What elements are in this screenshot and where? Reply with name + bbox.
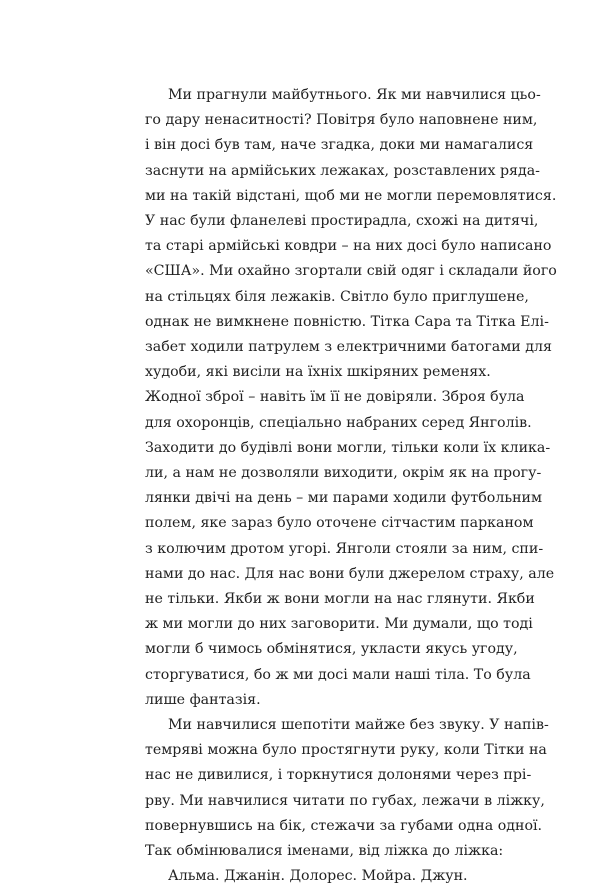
text-line: рву. Ми навчилися читати по губах, лежачи в ліжку, [145,792,545,809]
paragraph-4 [145,864,468,889]
text-line: худоби, які висіли на їхніх шкіряних ременях. [145,364,491,381]
paragraph-2 [145,385,555,713]
text-line: Альма. Джанін. Долорес. Мойра. Джун. [168,868,468,885]
text-line: не тільки. Якби ж вони могли на нас глянути. Якби [145,591,535,608]
text-line: Ми прагнули майбутнього. Як ми навчилися цьо- [168,87,541,103]
text-line: ли, а нам не дозволяли виходити, окрім як на прогу- [145,465,542,482]
text-line: «США». Ми охайно згортали свій одяг і складали його [145,263,557,280]
body-text [145,83,557,890]
text-line: ми на такій відстані, щоб ми не могли перемовлятися. [145,187,557,204]
paragraph-1 [145,83,557,385]
text-line: Ми навчилися шепотіти майже без звуку. У напів- [168,717,549,734]
text-line: однак не вимкнене повністю. Тітка Сара та Тітка Елі- [145,313,549,330]
text-line: з колючим дротом угорі. Янголи стояли за ним, спи- [145,540,544,557]
text-line: темряві можна було простягнути руку, коли Тітки на [145,742,547,759]
text-line: повернувшись на бік, стежачи за губами одна одної. [145,817,543,834]
text-line: на стільцях біля лежаків. Світло було приглушене, [145,288,529,305]
text-line: сторгуватися, бо ж ми досі мали наші тіла. То була [145,666,531,683]
text-line: лянки двічі на день – ми парами ходили футбольним [145,490,543,507]
text-line: забет ходили патрулем з електричними батогами для [145,339,552,356]
text-line: лише фантазія. [145,691,261,708]
text-line: для охоронців, спеціально набраних серед Янголів. [145,414,532,431]
text-line: і він досі був там, наче згадка, доки ми намагалися [145,137,534,154]
text-line: ж ми могли до них заговорити. Ми думали, що тоді [145,616,533,633]
text-line: Заходити до будівлі вони могли, тільки коли їх кликa- [145,439,551,456]
text-line: нас не дивилися, і торкнутися долонями через прі- [145,767,532,784]
text-line: полем, яке зараз було оточене сітчастим парканом [145,515,534,532]
text-line: могли б чимось обмінятися, укласти якусь угоду, [145,641,518,658]
text-line: Жодної зброї – навіть їм її не довіряли. Зброя була [145,389,525,406]
text-line: У нас були фланелеві простирадла, схожі на дитячі, [145,213,539,230]
text-line: нами до нас. Для нас вони були джерелом страху, але [145,565,555,582]
paragraph-3 [145,713,549,864]
text-line: го дару ненаситності? Повітря було наповнене ним, [145,112,538,129]
text-line: та старі армійські ковдри – на них досі було написано [145,238,552,255]
text-line: заснути на армійських лежаках, розставлених ряда- [145,162,540,179]
text-line: Так обмінювалися іменами, від ліжка до ліжка: [145,843,504,860]
